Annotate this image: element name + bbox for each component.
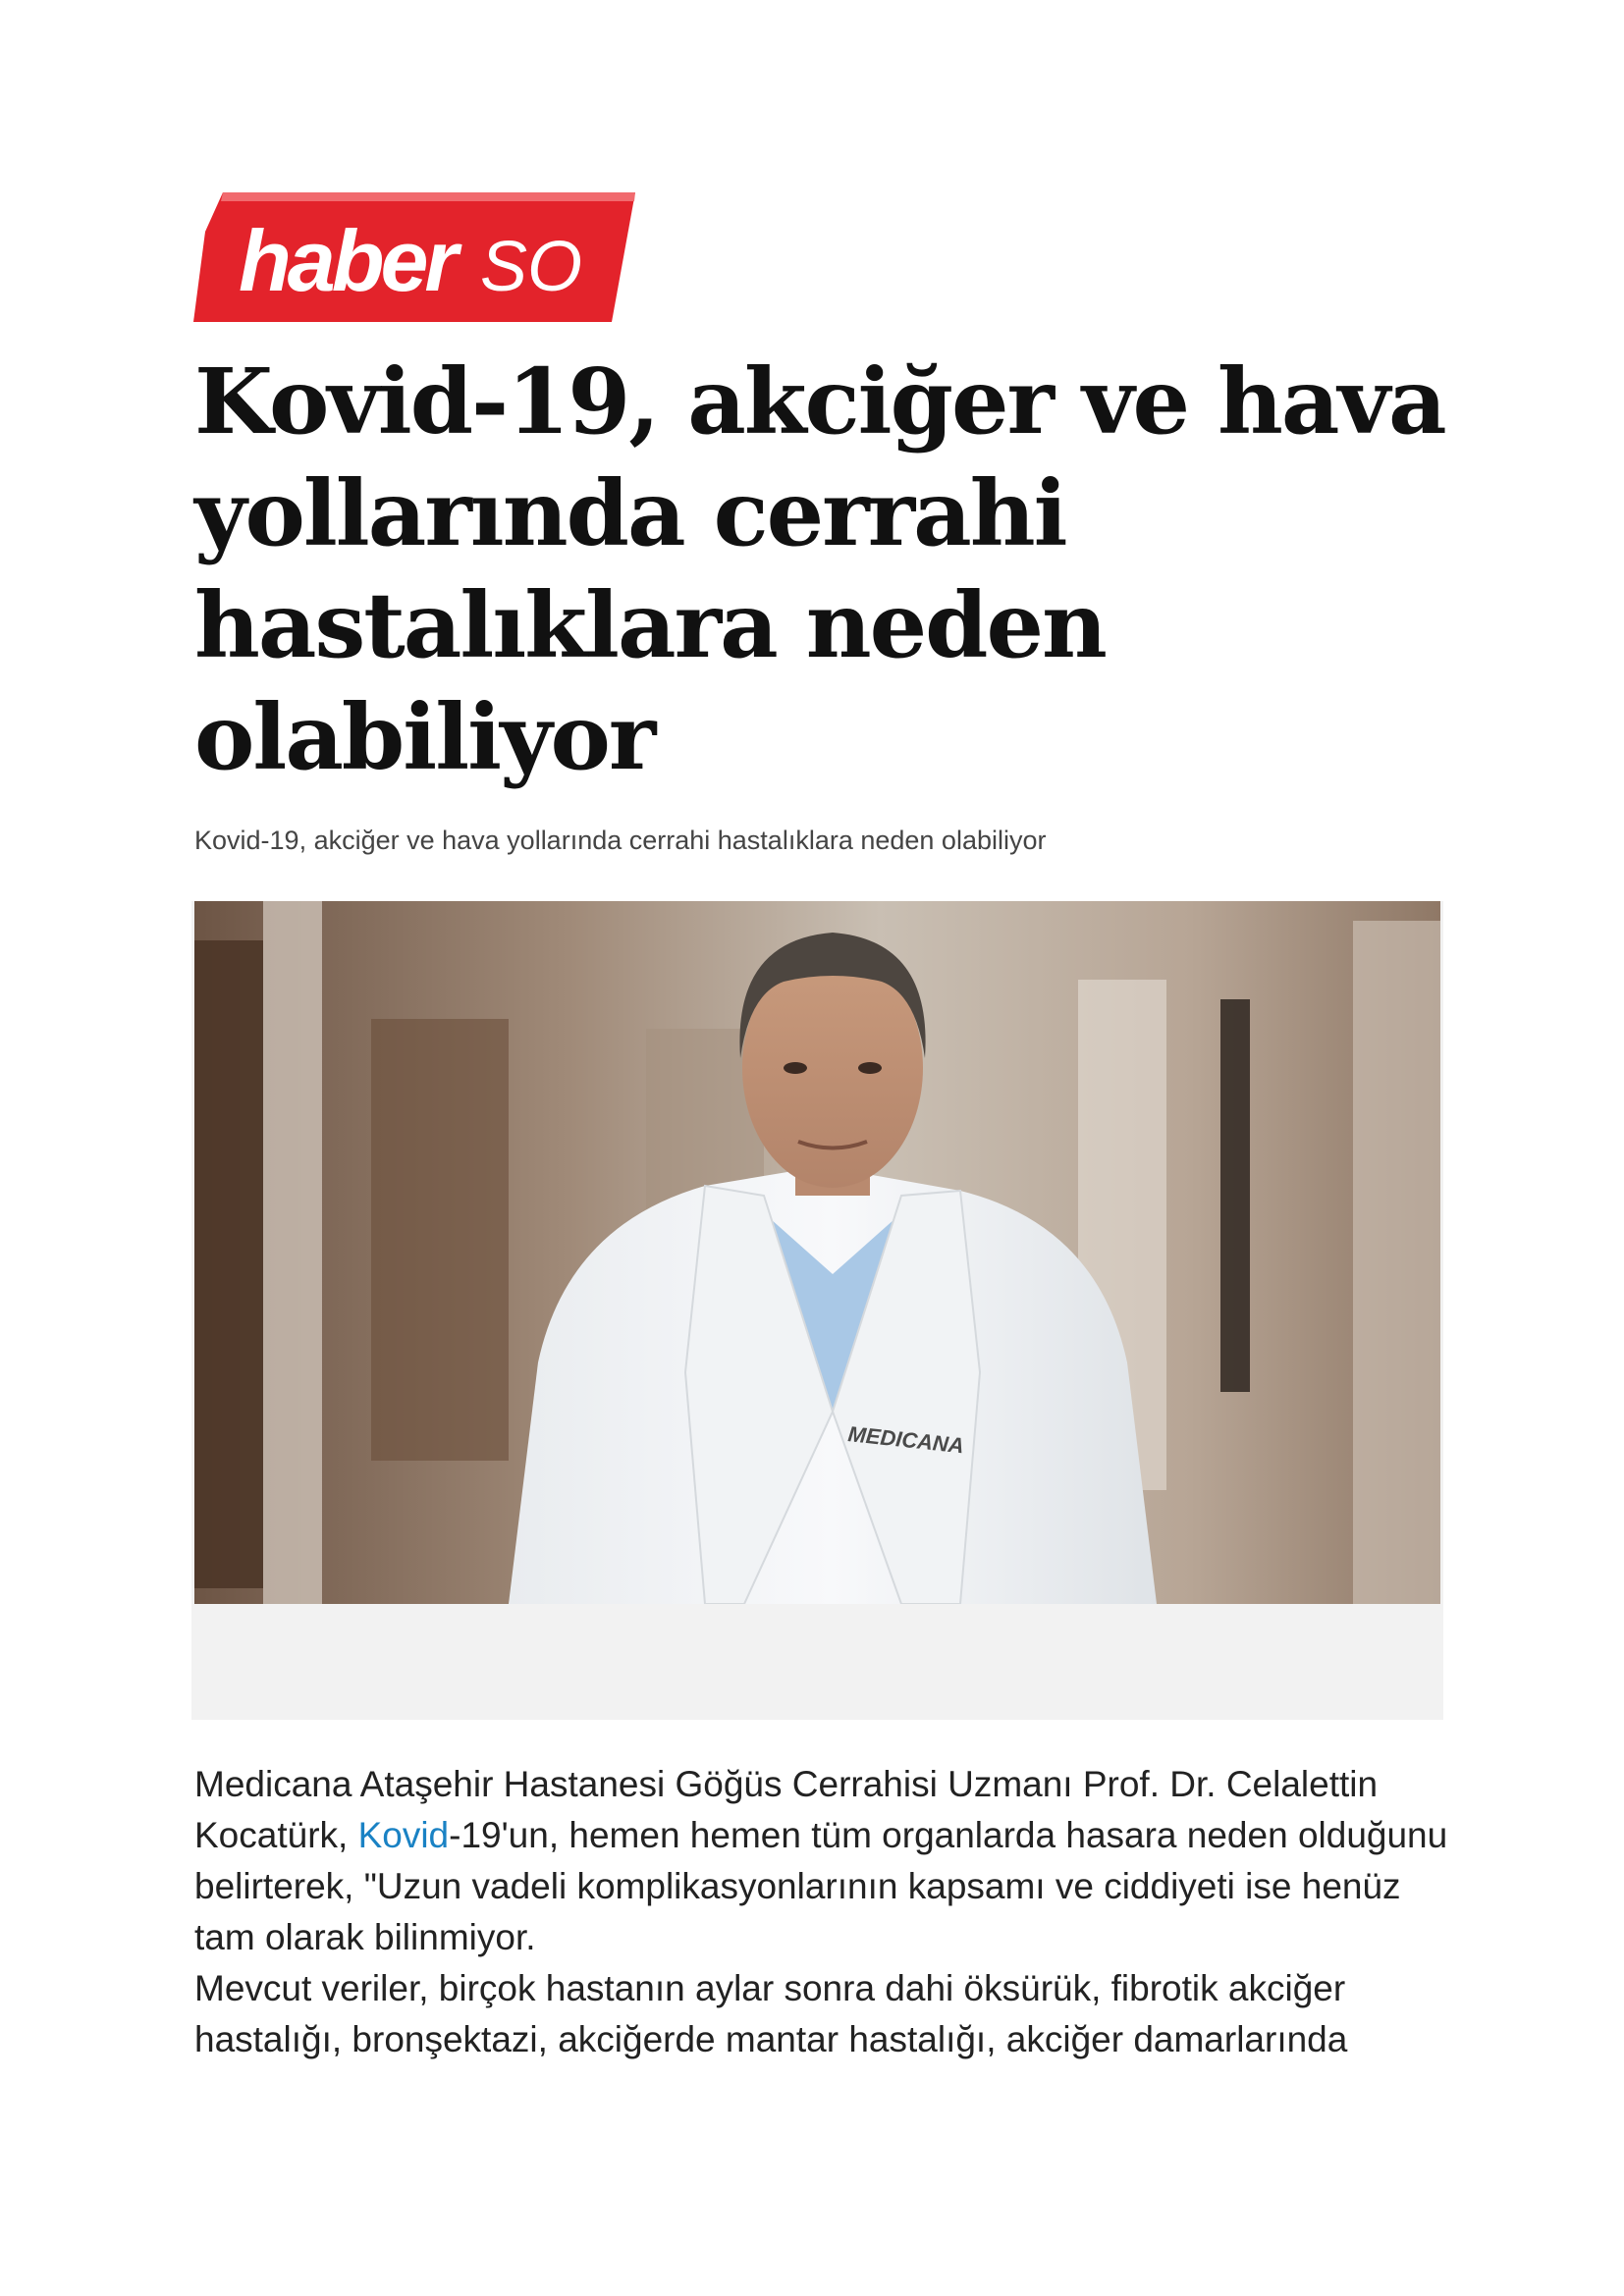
article-headline: Kovid-19, akciğer ve hava yollarında cerrahi hastalıklara neden olabiliyor: [194, 348, 1445, 790]
logo-text-haber: haber: [239, 212, 455, 309]
article-body: [194, 1759, 1461, 2065]
photo-wall-left: [263, 901, 322, 1604]
article-paragraph-2: Mevcut veriler, birçok hastanın aylar sonra dahi öksürük, fibrotik akciğer hastalığı, bronşektazi, akciğerde mantar hastalığı, akciğer damarlarında: [194, 1968, 1348, 2059]
photo-frame-right: [1220, 999, 1250, 1392]
paragraph-1-text-start: Medicana Ataşehir Hastanesi Göğüs Cerrahisi Uzmanı Prof. Dr. Celalettin Kocatürk,: [194, 1764, 1379, 1855]
photo-shelves: [371, 1019, 509, 1461]
article-image-container: [191, 901, 1443, 1720]
paragraph-1-text-end: -19'un, hemen hemen tüm organlarda hasara neden olduğunu belirterek, "Uzun vadeli komplikasyonlarının kapsamı ve ciddiyeti ise henüz tam olarak bilinmiyor.: [194, 1815, 1448, 1957]
logo-highlight: [221, 192, 635, 201]
article-subtitle: Kovid-19, akciğer ve hava yollarında cerrahi hastalıklara neden olabiliyor: [194, 826, 1047, 855]
logo-text-so: SO: [480, 228, 583, 306]
photo-door-left: [194, 940, 263, 1588]
article-paragraph-1: [194, 1759, 1461, 1963]
haberso-logo[interactable]: [193, 192, 635, 322]
article-photo[interactable]: [194, 901, 1440, 1604]
photo-coat-logo: MEDICANA: [846, 1421, 966, 1459]
photo-eye-right: [858, 1062, 882, 1074]
photo-door-right: [1353, 921, 1440, 1604]
kovid-tag-link[interactable]: Kovid: [357, 1815, 450, 1855]
photo-eye-left: [784, 1062, 807, 1074]
